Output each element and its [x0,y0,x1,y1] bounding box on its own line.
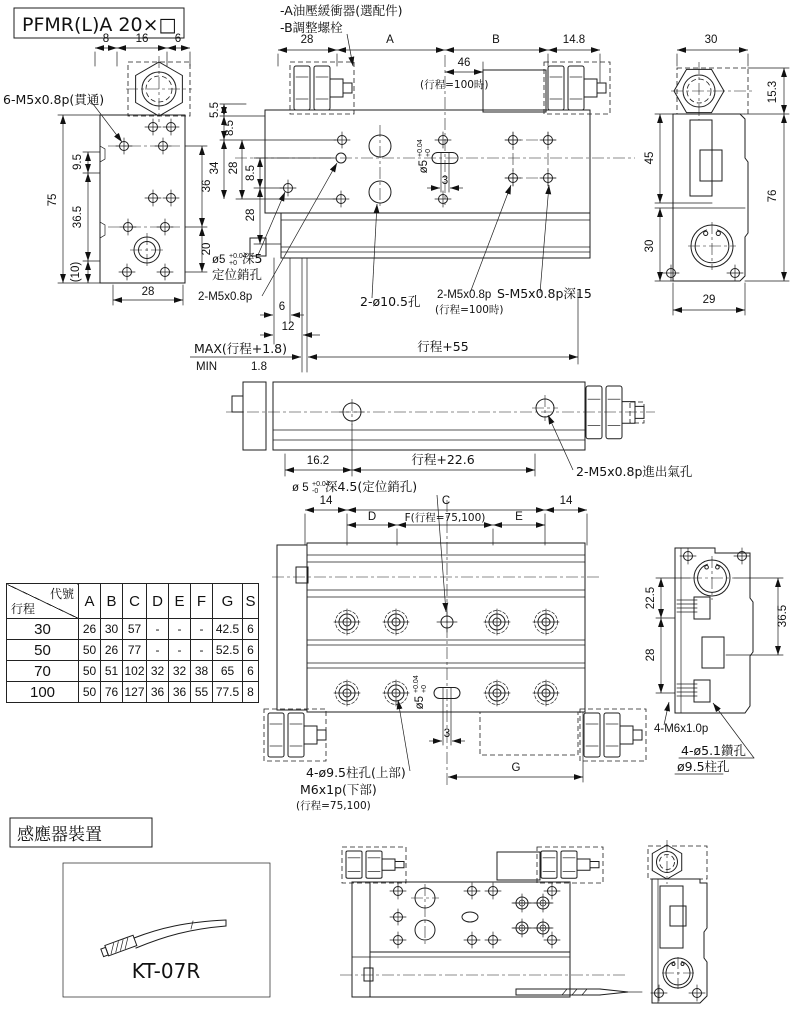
dim-22-5: 22.5 [645,586,657,610]
middle-view [264,479,646,812]
pin-hole-label-mid [292,479,417,495]
min-value: 1.8 [251,361,267,373]
sensor-model: KT-07R [131,959,201,983]
dim-14r: 14 [559,495,573,507]
dim-G: G [511,762,521,774]
dim-30-top: 30 [704,34,718,46]
stroke-value: 50 [7,640,79,661]
bottom-view [340,847,642,997]
dim-B: B [492,34,500,46]
dim-A: A [386,34,394,46]
col-header-D: D [147,584,169,619]
dim-28-top: 28 [300,34,314,46]
dim-30b: 30 [644,239,656,253]
dim-F: F(行程=75,100) [404,512,486,524]
sensor-panel [10,818,270,997]
note-cushion: -A油壓緩衝器(選配件) [280,3,403,18]
dim-46-note: (行程=100時) [420,79,489,91]
table-row: 30 26 30 57 - - - 42.5 6 [7,619,259,640]
pin-hole-label [212,251,263,282]
col-header-G: G [213,584,243,619]
front-view [226,382,693,479]
sensor-in-groove [516,989,642,995]
svg-text:ø 5: ø 5 [292,482,309,494]
dim-9-5: 9.5 [72,154,84,170]
svg-text:-0: -0 [312,488,319,495]
stroke-22-6-label: 行程+22.6 [411,452,475,467]
dim-3-mid: 3 [443,728,451,740]
dim-36-5: 36.5 [72,205,84,229]
side-view-middle [645,548,789,774]
stroke-value: 100 [7,682,79,703]
m5-left-label: 2-M5x0.8p [198,291,253,303]
svg-text:ø5: ø5 [418,160,430,174]
svg-text:深5: 深5 [242,251,263,266]
dim-36-5-side: 36.5 [777,604,789,628]
dim-3-top: 3 [441,175,449,187]
dim-12: 12 [281,321,295,333]
dim-8-5b: 8.5 [245,165,257,181]
dim-6b: 6 [278,301,286,313]
dim-28a: 28 [228,161,240,175]
dim-75: 75 [47,193,59,207]
dim-14l: 14 [319,495,333,507]
slot-tolerance-label-mid [413,675,428,709]
dim-20: 20 [201,242,213,256]
sensor-title: 感應器裝置 [17,825,102,845]
dim-8-5a: 8.5 [224,120,236,136]
svg-text:ø5: ø5 [414,696,426,710]
m5-mid-note: (行程=100時) [435,304,504,316]
dim-16-2: 16.2 [306,455,330,467]
slot-tolerance-label [417,139,432,173]
cbore-label: ø9.5柱孔 [677,759,730,774]
col-header-C: C [123,584,147,619]
svg-text:+0.04: +0.04 [413,675,420,693]
counterbore-label-1: 4-ø9.5柱孔(上部) [306,765,406,780]
s-m5-label: S-M5x0.8p深15 [497,286,592,301]
table-row: 70 50 51 102 32 32 38 65 6 [7,661,259,682]
counterbore-label-2: M6x1p(下部) [300,782,377,797]
dim-28-bottom: 28 [141,286,155,298]
svg-text:+0.04: +0.04 [312,481,330,488]
dim-76: 76 [767,189,779,203]
stroke-value: 70 [7,661,79,682]
dim-45: 45 [644,151,656,165]
dim-D: D [367,511,377,523]
stroke-55-label: 行程+55 [417,339,469,354]
bottom-side-view [648,840,707,1003]
sensor-head [100,935,137,957]
page-title: PFMR(L)A 20×□ [22,14,177,36]
col-header-F: F [191,584,213,619]
dim-29: 29 [702,294,716,306]
col-header-B: B [101,584,123,619]
stroke-value: 30 [7,619,79,640]
drill-label: 4-ø5.1鑽孔 [681,743,746,758]
hole-10-5-label: 2-ø10.5孔 [360,294,421,309]
svg-text:定位銷孔: 定位銷孔 [212,267,263,282]
col-header-E: E [169,584,191,619]
svg-text:+0: +0 [421,685,428,693]
svg-text:+0: +0 [229,260,237,267]
dim-28-side: 28 [645,648,657,662]
dim-16: 16 [135,33,149,45]
dim-E: E [515,511,523,523]
svg-text:+0: +0 [425,149,432,157]
col-header-A: A [79,584,101,619]
dimension-table [6,583,259,703]
port-label: 2-M5x0.8p進出氣孔 [576,464,693,479]
table-row: 50 50 26 77 - - - 52.5 6 [7,640,259,661]
dim-6: 6 [174,33,182,45]
dim-C: C [441,495,451,507]
table-corner [7,584,79,619]
dim-28b: 28 [245,208,257,222]
svg-text:+0.04: +0.04 [229,253,247,260]
min-label: MIN [196,361,218,373]
corner-code-label: 代號 [49,587,74,601]
dim-34: 34 [209,161,221,175]
dim-46: 46 [457,57,471,69]
m6-label: 4-M6x1.0p [654,723,709,735]
svg-text:深4.5(定位銷孔): 深4.5(定位銷孔) [325,479,418,494]
dim-14-8: 14.8 [562,34,586,46]
side-view-top [644,34,789,315]
table-row: 100 50 76 127 36 36 55 77.5 8 [7,682,259,703]
col-header-S: S [243,584,259,619]
thread-label: 6-M5x0.8p(貫通) [3,92,105,107]
dim-5-5: 5.5 [209,102,221,118]
dim-36: 36 [201,179,213,193]
note-bolt: -B調整螺栓 [280,20,343,35]
dim-8: 8 [102,33,110,45]
svg-text:+0.04: +0.04 [417,139,424,157]
title-block [14,8,184,38]
max-label: MAX(行程+1.8) [194,341,288,356]
dim-15-3: 15.3 [767,80,779,104]
option-notes [280,3,403,66]
counterbore-label-3: (行程=75,100) [296,800,371,812]
top-view [190,34,635,373]
dim-10: (10) [70,261,82,283]
m5-mid-label: 2-M5x0.8p [437,289,492,301]
end-view [3,33,213,305]
corner-stroke-label: 行程 [11,602,36,616]
svg-text:ø5: ø5 [212,254,226,266]
